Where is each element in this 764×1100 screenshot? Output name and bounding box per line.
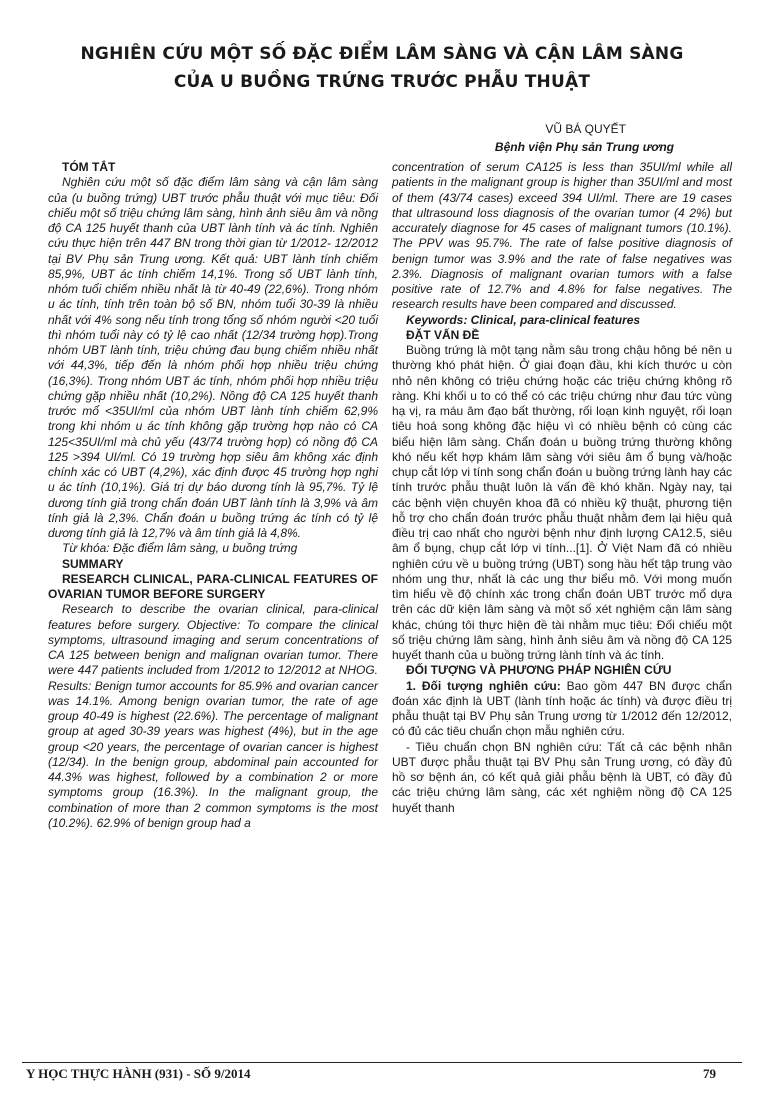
intro-text: Buồng trứng là một tạng nằm sâu trong chậu hông bé nên u thường khó phát hiện. Ở giai đoạn đầu, khi kích thước u còn nhỏ nên không có triệu chứng hoặc các triệu chứng không rõ ràng. Khi khối u to có thể có các triệu chứng như đau tức vùng hạ vị, ra máu âm đạo bất thường, rối loạn kinh nguyệt, rối loạn tiêu hoá song không đặc hiệu vì có nhiều bệnh có cùng các biểu hiện lâm sàng. Chẩn đoán u buồng trứng thường không khó nếu kết hợp khám lâm sàng với siêu âm ổ bụng và/hoặc chụp cắt lớp vi tính song chẩn đoán u buồng trứng lành hay các tính trước phẫu thuật luôn là vấn đề khó khăn. Ngày nay, tại các bệnh viện chuyên khoa đã có nhiều kỹ thuật, phương tiện hỗ trợ cho chẩn đoán trước phẫu thuật nhằm đem lại hiệu quả điều trị cao nhất cho người bệnh như định lượng CA12.5, siêu âm ổ bụng, chụp cắt lớp vi tính...[1]. Ở Việt Nam đã có nhiều nghiên cứu về u buồng trứng (UBT) song hầu hết tập trung vào nhóm ung thư, nhất là các ung thư biểu mô. Với mong muốn tìm hiểu về độ chính xác trong chẩn đoán UBT trước mổ dựa trên các dữ kiện lâm sàng và một số xét nghiệm cận lâm sàng khác, chúng tôi thực hiện đề tài nhằm mục tiêu: Đối chiếu một số triệu chứng lâm sàng, hình ảnh siêu âm và nồng độ CA 125 huyết thanh của u buồng trứng lành tính và ác tính. [392, 343, 732, 662]
methods-heading: ĐỐI TƯỢNG VÀ PHƯƠNG PHÁP NGHIÊN CỨU [406, 663, 672, 678]
summary-heading: SUMMARY [62, 556, 124, 571]
summary-keywords: Keywords: Clinical, para-clinical features [406, 312, 641, 327]
methods-subheading: 1. Đối tượng nghiên cứu: [406, 678, 561, 693]
methods-subject-text: Bao gồm 447 BN được chẩn đoán xác định là UBT (lành tính hoặc ác tính) và được điều trị phẫu thuật tại BV Phụ sản Trung ương từ 1/2012 đến 12/2012, có đủ các tiêu chuẩn chọn mẫu nghiên cứu. [392, 678, 733, 739]
author-block [495, 120, 674, 156]
left-column [48, 160, 378, 831]
intro-heading: ĐẶT VẤN ĐỀ [406, 327, 480, 342]
methods-subject-paragraph [392, 679, 732, 740]
methods-criteria-text: - Tiêu chuẩn chọn BN nghiên cứu: Tất cả các bệnh nhân UBT được phẫu thuật tại BV Phụ sản Trung ương, có đầy đủ hồ sơ bệnh án, có kết quả giải phẫu bệnh là UBT, có đầy đủ các triệu chứng lâm sàng, các xét nghiệm nồng độ CA 125 huyết thanh [392, 739, 732, 815]
abstract-vi-heading: TÓM TẮT [62, 160, 116, 174]
summary-text-left: Research to describe the ovarian clinical, para-clinical features before surgery. Objective: To compare the clinical symptoms, ultrasound imaging and serum concentrations of CA 125 between benign and malignan ovarian tumor. There were 447 patients included from 1/2012 to 12/2012 at NHOG. Results: Benign tumor accounts for 85.9% and ovarian cancer was 14.1%. Among benign ovarian tumor, the rate of age group 40-49 is highest (22.6%). The percentage of malignant group at aged 30-39 years was highest (4%), but in the age group <20 years, the percentage of ovarian cancer is highest (12/34). In the benign group, abdominal pain accounted for 44.3% was highest, followed by a combination 2 or more symptoms group (16.3%). In the malignant group, the combination of more than 2 common symptoms is the most (10.2%). 62.9% of benign group had a [48, 602, 378, 830]
summary-text-right: concentration of serum CA125 is less than 35UI/ml while all patients in the malignant group is higher than 35UI/ml and most of them (43/74 cases) exceed 394 UI/ml. There are 19 cases that ultrasound loss diagnosis of the ovarian tumor (4 2%) but accurately diagnose for 45 cases of malignant tumors (10.1%). The PPV was 95.7%. The rate of false positive diagnosis of benign tumor was 3.9% and the rate of false negatives was 2.3%. Diagnosis of malignant ovarian tumors with a false positive rate of 12.7% and 4.8% for false negatives. The research results have been compared and discussed. [392, 160, 732, 312]
abstract-vi-keywords: Từ khóa: Đặc điểm lâm sàng, u buồng trứng [62, 541, 298, 556]
right-column [392, 160, 732, 816]
summary-title: RESEARCH CLINICAL, PARA-CLINICAL FEATURES OF OVARIAN TUMOR BEFORE SURGERY [48, 571, 378, 601]
title-line-1: NGHIÊN CỨU MỘT SỐ ĐẶC ĐIỂM LÂM SÀNG VÀ CẬN LÂM SÀNG [80, 44, 684, 64]
abstract-vi-text: Nghiên cứu một số đặc điểm lâm sàng và cận lâm sàng của (u buồng trứng) UBT trước phẫu thuật với mục tiêu: Đối chiếu một số triệu chứng lâm sàng, hình ảnh siêu âm và nồng độ CA 125 huyết thanh của UBT lành tính và ác tính. Nghiên cứu thực hiện trên 447 BN trong thời gian từ 1/2012- 12/2012 tại BV Phụ sản Trung ương. Kết quả: UBT lành tính chiếm 85,9%, UBT ác tính chiếm 14,1%. Trong số UBT lành tính, nhóm tuổi chiếm nhiều nhất là từ 40-49 (22,6%). Trong nhóm u ác tính, tính trên toàn bộ số BN, nhóm tuổi 30-39 là nhiều nhất với 4% song nếu tính trong tổng số nhóm người <20 tuổi thì nhóm tuổi này có tỷ lệ cao nhất (12/34 trường hợp).Trong nhóm UBT lành tính, triệu chứng đau bụng chiếm nhiều nhất với 44,3%, tiếp đến là nhóm phối hợp nhiều triệu chứng (16,3%). Trong nhóm UBT ác tính, nhóm phối hợp nhiều triệu chứng gặp nhiều nhất (10,2%). Nồng độ CA 125 huyết thanh trước mổ <35UI/ml của nhóm UBT lành tính chiếm 62,9% trong khi nhóm u ác tính không gặp trường hợp nào có CA 125<35UI/ml mà chủ yếu (43/74 trường hợp) có nồng độ CA 125 >394 UI/ml. Có 19 trường hợp siêu âm không xác định chính xác có UBT (4,2%), xác định được 45 trường hợp nghi u ác tính (10,1%). Giá trị dự báo dương tính là 95,7%. Tỷ lệ dương tính giả trong chẩn đoán UBT lành tính là 3,9% và âm tính giả là 2,3%. Chẩn đoán u buồng trứng ác tính có tỷ lệ dương tính giả là 12,7% và âm tính giả là 4,8%. [48, 175, 378, 540]
footer-journal: Y HỌC THỰC HÀNH (931) - SỐ 9/2014 [26, 1066, 251, 1081]
footer-divider [22, 1062, 742, 1063]
author-name: VŨ BÁ QUYẾT [545, 122, 626, 136]
article-title [40, 40, 724, 96]
footer-page-number: 79 [703, 1066, 716, 1081]
author-affiliation: Bệnh viện Phụ sản Trung ương [494, 140, 674, 154]
title-line-2: CỦA U BUỒNG TRỨNG TRƯỚC PHẪU THUẬT [173, 72, 591, 92]
